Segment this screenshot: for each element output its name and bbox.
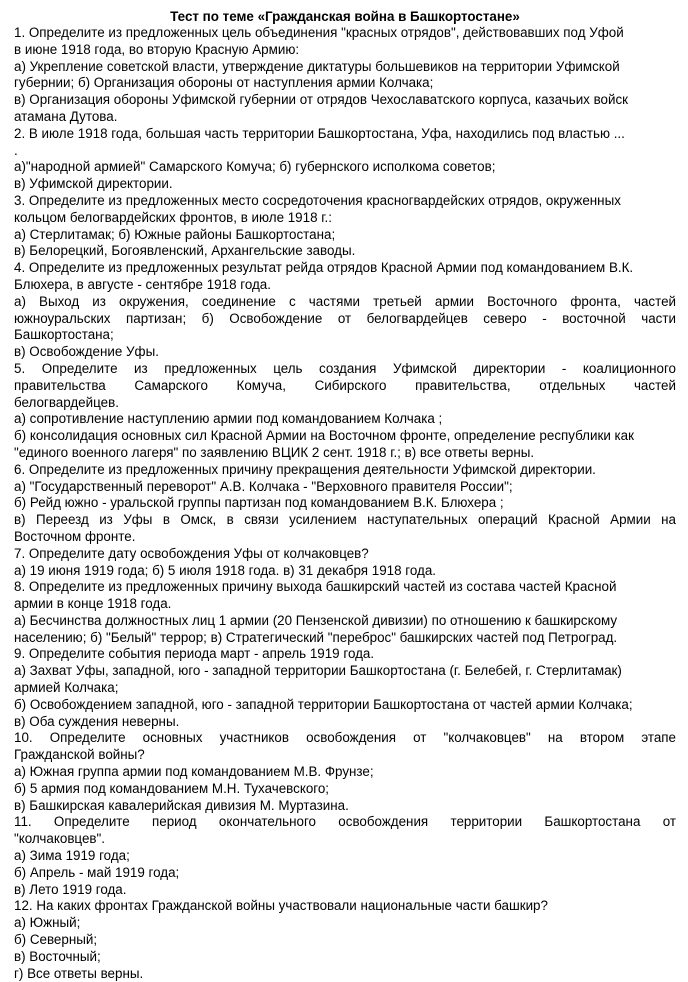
text-line: 8. Определите из предложенных причину выхода башкирский частей из состава частей Красной [14,579,617,595]
text-line: в) Освобождение Уфы. [14,344,159,360]
text-line: губернии; б) Организация обороны от наступления армии Колчака; [14,75,434,91]
text-line: южноуральских партизан; б) Освобождение от белогвардейцев северо - восточной части [14,310,676,326]
text-line: 7. Определите дату освобождения Уфы от колчаковцев? [14,545,369,561]
text-line: кольцом белогвардейских фронтов, в июле 1918 г.: [14,209,332,225]
text-line: а) Бесчинства должностных лиц 1 армии (20 Пензенской дивизии) по отношению к башкирскому [14,612,618,628]
text-line: . [14,142,18,158]
text-line: а)"народной армией" Самарского Комуча; б) губернского исполкома советов; [14,159,496,175]
text-line: 1. Определите из предложенных цель объединения "красных отрядов", действовавших под Уфой [14,25,624,40]
text-line: в) Переезд из Уфы в Омск, в связи усилением наступательных операций Красной Армии на [14,512,676,528]
text-line: белогвардейцев. [14,394,119,410]
text-line: 11. Определите период окончательного освобождения территории Башкортостана от [14,814,676,830]
text-line: правительства Самарского Комуча, Сибирского правительства, отдельных частей [14,377,676,393]
text-line: Блюхера, в августе - сентябре 1918 года. [14,276,271,292]
text-line: 4. Определите из предложенных результат рейда отрядов Красной Армии под командованием В.К. [14,260,634,276]
text-line: 6. Определите из предложенных причину прекращения деятельности Уфимской директории. [14,461,596,477]
text-line: б) Освобождением западной, юго - западной территории Башкортостана от частей армии Колчака; [14,696,633,712]
document-body [14,25,676,982]
text-line: а) "Государственный переворот" А.В. Колчака - "Верховного правителя России"; [14,478,513,494]
text-line: а) сопротивление наступлению армии под командованием Колчака ; [14,411,443,427]
text-line: в) Белорецкий, Богоявленский, Архангельские заводы. [14,243,356,259]
text-line: б) Апрель - май 1919 года; [14,864,180,880]
text-line: в) Башкирская кавалерийская дивизия М. Муртазина. [14,797,349,813]
text-line: 3. Определите из предложенных место сосредоточения красногвардейских отрядов, окруженных [14,192,621,208]
text-line: а) Стерлитамак; б) Южные районы Башкортостана; [14,226,336,242]
text-line: в) Восточный; [14,948,101,964]
text-line: а) Южная группа армии под командованием М.В. Фрунзе; [14,764,374,780]
text-line: а) Зима 1919 года; [14,848,130,864]
text-line: а) Захват Уфы, западной, юго - западной территории Башкортостана (г. Белебей, г. Стерлитамак) [14,663,622,679]
text-line: 2. В июле 1918 года, большая часть территории Башкортостана, Уфа, находились под властью ... [14,125,625,141]
text-line: а) 19 июня 1919 года; б) 5 июля 1918 года. в) 31 декабря 1918 года. [14,562,437,578]
text-line: в) Оба суждения неверны. [14,713,180,729]
text-line: Гражданской войны? [14,747,145,763]
text-line: 9. Определите события периода март - апрель 1919 года. [14,646,375,662]
text-line: в) Организация обороны Уфимской губернии от отрядов Чехославатского корпуса, казачьих войск [14,92,629,108]
text-line: 5. Определите из предложенных цель создания Уфимской директории - коалиционного [14,360,676,376]
text-line: 12. На каких фронтах Гражданской войны участвовали национальные части башкир? [14,898,548,914]
text-line: г) Все ответы верны. [14,965,144,981]
text-line: в) Уфимской директории. [14,176,173,192]
text-line: армией Колчака; [14,680,119,696]
text-line: а) Южный; [14,915,81,931]
text-line: б) консолидация основных сил Красной Армии на Восточном фронте, определение республики как [14,428,634,444]
text-line: "единого военного лагеря" по заявлению ВЦИК 2 сент. 1918 г.; в) все ответы верны. [14,444,535,460]
text-line: б) 5 армия под командованием М.Н. Тухачевского; [14,780,330,796]
text-line: населению; б) "Белый" террор; в) Стратегический "переброс" башкирских частей под Петроград. [14,629,618,645]
text-line: Башкортостана; [14,327,114,343]
text-line: б) Северный; [14,932,98,948]
text-line: Восточном фронте. [14,528,136,544]
text-line: атамана Дутова. [14,108,118,124]
text-line: "колчаковцев". [14,831,105,847]
text-line: 10. Определите основных участников освобождения от "колчаковцев" на втором этапе [14,730,676,746]
text-line: а) Укрепление советской власти, утверждение диктатуры большевиков на территории Уфимской [14,58,620,74]
text-line: армии в конце 1918 года. [14,596,172,612]
text-line: б) Рейд южно - уральской группы партизан под командованием В.К. Блюхера ; [14,495,504,511]
text-line: а) Выход из окружения, соединение с частями третьей армии Восточного фронта, частей [14,293,676,309]
text-line: в) Лето 1919 года. [14,881,127,897]
document-title: Тест по теме «Гражданская война в Башкортостане» [170,9,520,24]
text-line: в июне 1918 года, во вторую Красную Армию: [14,41,300,57]
